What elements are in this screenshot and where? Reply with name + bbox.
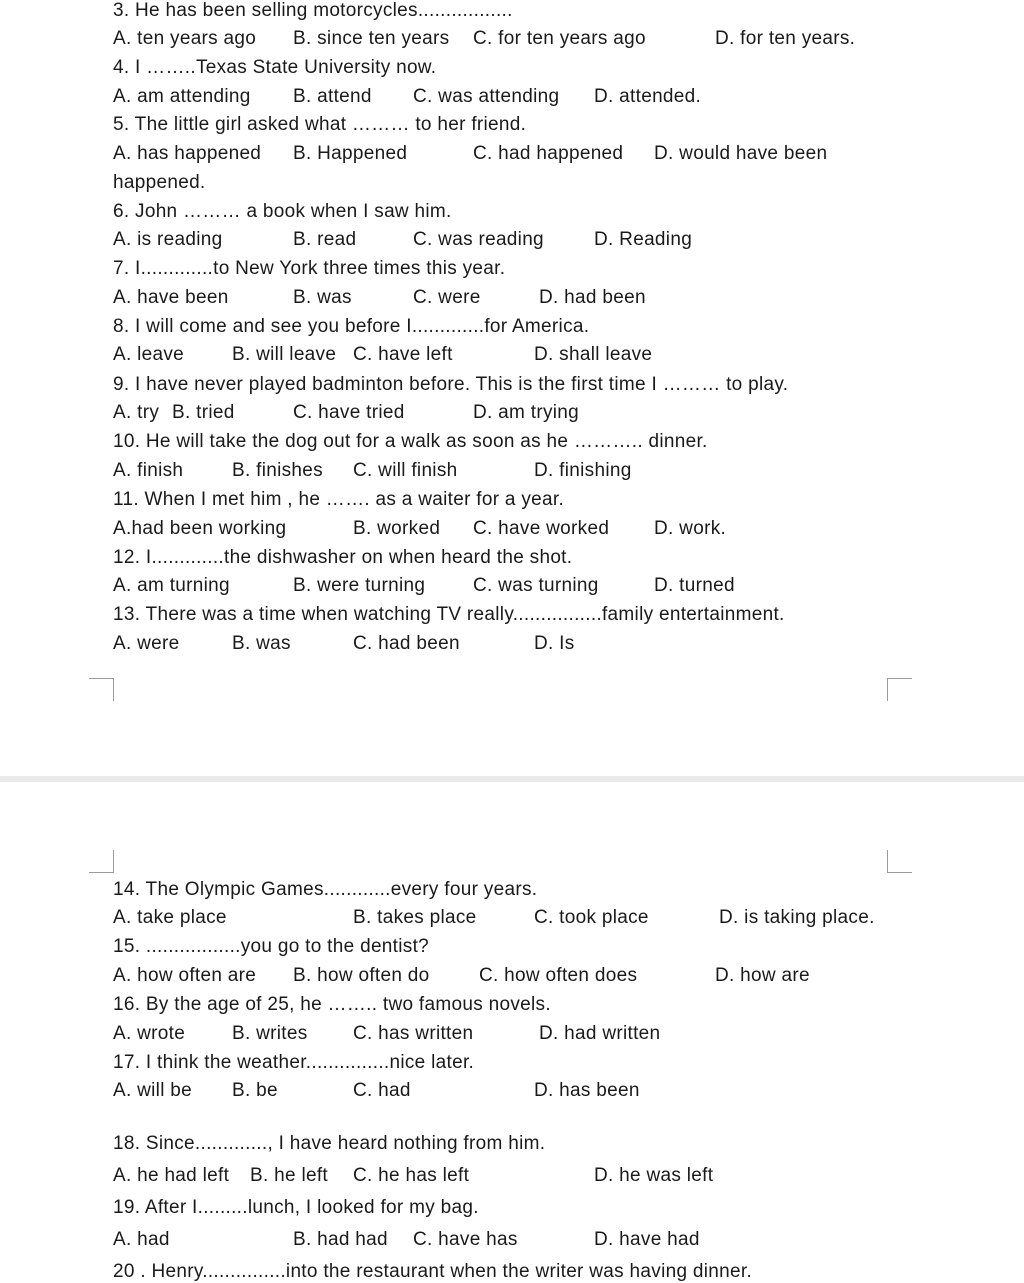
option-b: B. writes [232, 1023, 308, 1044]
option-d: D. Reading [594, 229, 693, 250]
option-d: D. have had [594, 1229, 700, 1250]
option-c: C. was reading [413, 229, 544, 250]
question-12: 12. I.............the dishwasher on when heard the shot. [113, 547, 573, 568]
question-6: 6. John ……… a book when I saw him. [113, 201, 452, 222]
option-a: A. am attending [113, 86, 251, 107]
question-17: 17. I think the weather...............nice later. [113, 1052, 475, 1073]
option-b: B. was [232, 633, 291, 654]
option-b: B. attend [293, 86, 372, 107]
option-d: D. finishing [534, 460, 632, 481]
option-c: C. for ten years ago [473, 28, 646, 49]
option-a: A. will be [113, 1080, 193, 1101]
page-corner-mark-bottom-left [89, 678, 114, 701]
option-b: B. takes place [353, 907, 477, 928]
option-c: C. has written [353, 1023, 474, 1044]
option-a: A. he had left [113, 1165, 230, 1186]
option-c: C. took place [534, 907, 649, 928]
option-d: D. for ten years. [715, 28, 856, 49]
option-c: C. have worked [473, 518, 610, 539]
option-b: B. was [293, 287, 352, 308]
option-d: D. he was left [594, 1165, 714, 1186]
option-d: D. had written [539, 1023, 661, 1044]
option-a: A. is reading [113, 229, 223, 250]
option-c: C. was attending [413, 86, 560, 107]
option-b: B. had had [293, 1229, 388, 1250]
option-b: B. were turning [293, 575, 426, 596]
option-d: D. is taking place. [719, 907, 875, 928]
option-a: A. finish [113, 460, 184, 481]
option-c: C. he has left [353, 1165, 470, 1186]
question-3: 3. He has been selling motorcycles................. [113, 0, 513, 21]
question-15: 15. .................you go to the dentist? [113, 936, 430, 957]
option-b: B. will leave [232, 344, 337, 365]
page-corner-mark-top-right [887, 850, 912, 873]
option-c: C. had [353, 1080, 411, 1101]
option-c: C. have left [353, 344, 453, 365]
question-7: 7. I.............to New York three times this year. [113, 258, 506, 279]
option-b: B. be [232, 1080, 278, 1101]
option-a: A. am turning [113, 575, 230, 596]
question-13: 13. There was a time when watching TV really................family entertainment. [113, 604, 785, 625]
option-d: D. am trying [473, 402, 580, 423]
option-b: B. worked [353, 518, 441, 539]
option-d: D. shall leave [534, 344, 653, 365]
option-d: D. would have been [654, 143, 828, 164]
page-corner-mark-bottom-right [887, 678, 912, 701]
option-c: C. was turning [473, 575, 599, 596]
option-a: A. how often are [113, 965, 257, 986]
question-20: 20 . Henry...............into the restaurant when the writer was having dinner. [113, 1261, 753, 1282]
option-b: B. read [293, 229, 357, 250]
option-d: D. has been [534, 1080, 640, 1101]
option-d-continuation: happened. [113, 172, 206, 193]
option-c: C. have tried [293, 402, 405, 423]
option-c: C. were [413, 287, 481, 308]
option-d: D. turned [654, 575, 735, 596]
option-c: C. will finish [353, 460, 458, 481]
option-d: D. work. [654, 518, 727, 539]
option-d: D. had been [539, 287, 646, 308]
option-a: A. has happened [113, 143, 262, 164]
option-c: C. how often does [479, 965, 638, 986]
option-b: B. finishes [232, 460, 323, 481]
question-9: 9. I have never played badminton before. This is the first time I ……… to play. [113, 374, 789, 395]
option-b: B. how often do [293, 965, 430, 986]
question-16: 16. By the age of 25, he …….. two famous novels. [113, 994, 551, 1015]
question-11: 11. When I met him , he ……. as a waiter for a year. [113, 489, 565, 510]
option-c: C. had happened [473, 143, 624, 164]
option-c: C. have has [413, 1229, 518, 1250]
option-b: B. he left [250, 1165, 328, 1186]
option-a: A. take place [113, 907, 227, 928]
option-c: C. had been [353, 633, 460, 654]
option-a: A. ten years ago [113, 28, 257, 49]
option-d: D. how are [715, 965, 810, 986]
option-d: D. attended. [594, 86, 702, 107]
option-a: A. were [113, 633, 180, 654]
question-10: 10. He will take the dog out for a walk as soon as he ……….. dinner. [113, 431, 708, 452]
option-a: A. try [113, 402, 160, 423]
option-d: D. Is [534, 633, 575, 654]
option-b: B. Happened [293, 143, 408, 164]
page-corner-mark-top-left [89, 850, 114, 873]
question-18: 18. Since............., I have heard nothing from him. [113, 1133, 546, 1154]
question-8: 8. I will come and see you before I.............for America. [113, 316, 590, 337]
option-b: B. since ten years [293, 28, 450, 49]
question-14: 14. The Olympic Games............every four years. [113, 879, 538, 900]
question-5: 5. The little girl asked what ……… to her friend. [113, 114, 527, 135]
question-19: 19. After I.........lunch, I looked for my bag. [113, 1197, 479, 1218]
option-a: A. leave [113, 344, 185, 365]
option-a: A.had been working [113, 518, 287, 539]
question-4: 4. I ……..Texas State University now. [113, 57, 437, 78]
option-a: A. wrote [113, 1023, 186, 1044]
option-a: A. have been [113, 287, 229, 308]
option-b: B. tried [172, 402, 235, 423]
option-a: A. had [113, 1229, 170, 1250]
